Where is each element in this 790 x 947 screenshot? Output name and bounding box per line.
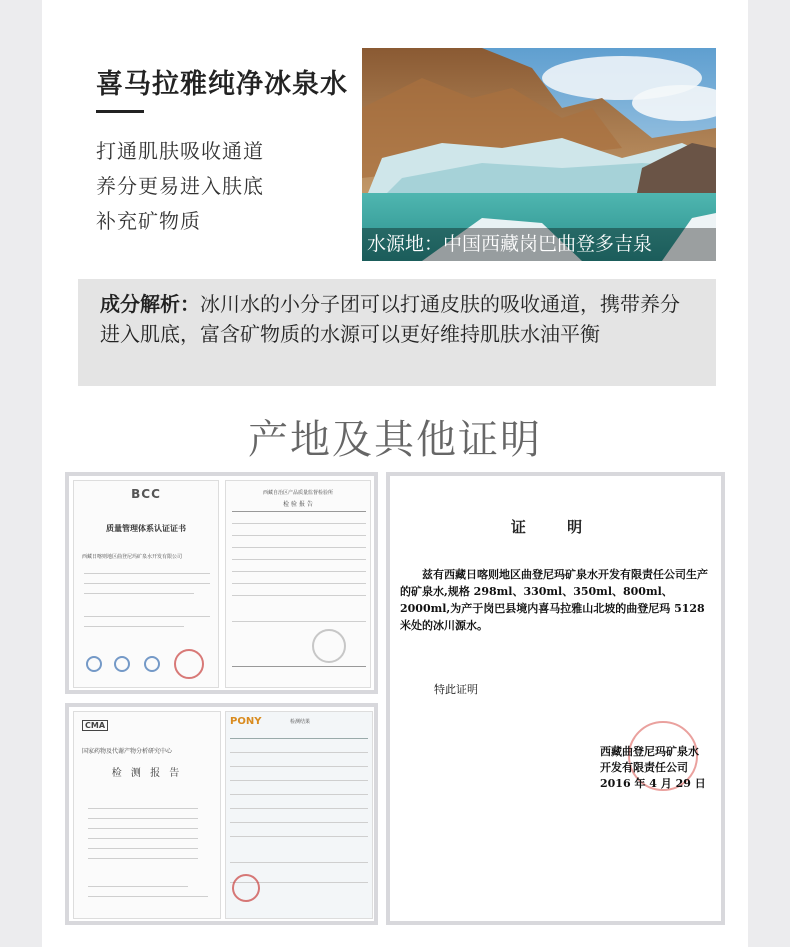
certificate-card-proof-inner [390, 476, 721, 921]
proof-title: 证 明 [510, 518, 601, 536]
doc-line [88, 808, 198, 809]
table-line [230, 738, 368, 739]
cma-org: 国家药物及代谢产物分析研究中心 [82, 748, 173, 755]
pony-logo: PONY [230, 716, 262, 727]
bcc-logo: BCC [131, 487, 161, 501]
table-line [230, 822, 368, 823]
benefit-list [96, 134, 264, 239]
photo-caption: 水源地：中国西藏岗巴曲登多吉泉 [362, 228, 716, 261]
table-line [232, 583, 366, 584]
table-line [232, 621, 366, 622]
doc-line [88, 838, 198, 839]
table-line [232, 571, 366, 572]
inspection-header: 西藏自治区产品质量监督检验所 [262, 490, 333, 496]
certificate-card-quality [65, 472, 378, 694]
doc-line [88, 896, 208, 897]
cma-report-title: 检 测 报 告 [111, 768, 183, 779]
cnas-mark-icon [114, 656, 130, 672]
doc-line [84, 583, 210, 584]
table-line [230, 808, 368, 809]
ingredient-analysis-panel [78, 279, 716, 386]
bcc-certificate-title: 质量管理体系认证证书 [106, 524, 186, 533]
section-title: 产地及其他证明 [248, 417, 542, 463]
pony-report-title: 检测结果 [290, 719, 311, 725]
glacier-photo [362, 48, 716, 261]
doc-line [88, 848, 198, 849]
table-line [230, 862, 368, 863]
iaf-mark-icon [86, 656, 102, 672]
pony-seal-icon [232, 874, 260, 902]
doc-line [88, 818, 198, 819]
table-line [230, 836, 368, 837]
title-underline [96, 110, 144, 113]
doc-line [88, 828, 198, 829]
table-line [232, 666, 366, 667]
proof-body: 兹有西藏日喀则地区曲登尼玛矿泉水开发有限责任公司生产的矿泉水,规格 298ml、330ml、350ml、800ml、2000ml,为产于岗巴县境内喜马拉雅山北坡的曲登尼玛 5128 米处的冰川源水。 [400, 568, 708, 632]
benefit-item: 养分更易进入肤底 [96, 174, 264, 198]
inspection-title: 检 验 报 告 [283, 501, 313, 508]
bcc-certificate [73, 480, 219, 688]
doc-line [88, 858, 198, 859]
doc-line [84, 616, 210, 617]
table-line [232, 595, 366, 596]
benefit-item: 补充矿物质 [96, 209, 201, 233]
proof-date: 2016 年 4 月 29 日 [600, 777, 706, 790]
bcc-company-name: 西藏日喀则地区曲登尼玛矿泉水开发有限公司 [82, 554, 183, 560]
table-line [232, 523, 366, 524]
table-line [232, 547, 366, 548]
table-line [232, 559, 366, 560]
proof-company [600, 744, 706, 792]
table-line [232, 511, 366, 512]
doc-line [84, 573, 210, 574]
doc-line [88, 886, 188, 887]
benefit-item: 打通肌肤吸收通道 [96, 139, 264, 163]
analysis-label: 成分解析： [100, 292, 200, 316]
analysis-text: 冰川水的小分子团可以打通皮肤的吸收通道，携带养分进入肌底，富含矿物质的水源可以更好维持肌肤水油平衡 [100, 292, 680, 346]
certificate-card-testing-inner [69, 707, 374, 921]
proof-company-line1: 西藏曲登尼玛矿泉水 [600, 745, 699, 758]
doc-line [84, 626, 184, 627]
table-line [230, 780, 368, 781]
cma-logo: CMA [82, 720, 108, 731]
hero-title: 喜马拉雅纯净冰泉水 [96, 69, 348, 100]
proof-closing: 特此证明 [434, 683, 478, 696]
table-line [230, 752, 368, 753]
table-line [230, 794, 368, 795]
doc-line [84, 593, 194, 594]
cnca-mark-icon [144, 656, 160, 672]
cma-report [73, 711, 221, 919]
table-line [230, 766, 368, 767]
certificate-card-proof [386, 472, 725, 925]
inspection-report [225, 480, 371, 688]
table-line [232, 535, 366, 536]
red-seal-icon [174, 649, 204, 679]
certificate-card-quality-inner [69, 476, 374, 690]
certificate-card-testing [65, 703, 378, 925]
proof-company-line2: 开发有限责任公司 [600, 761, 688, 774]
grey-seal-icon [312, 629, 346, 663]
pony-report [225, 711, 373, 919]
